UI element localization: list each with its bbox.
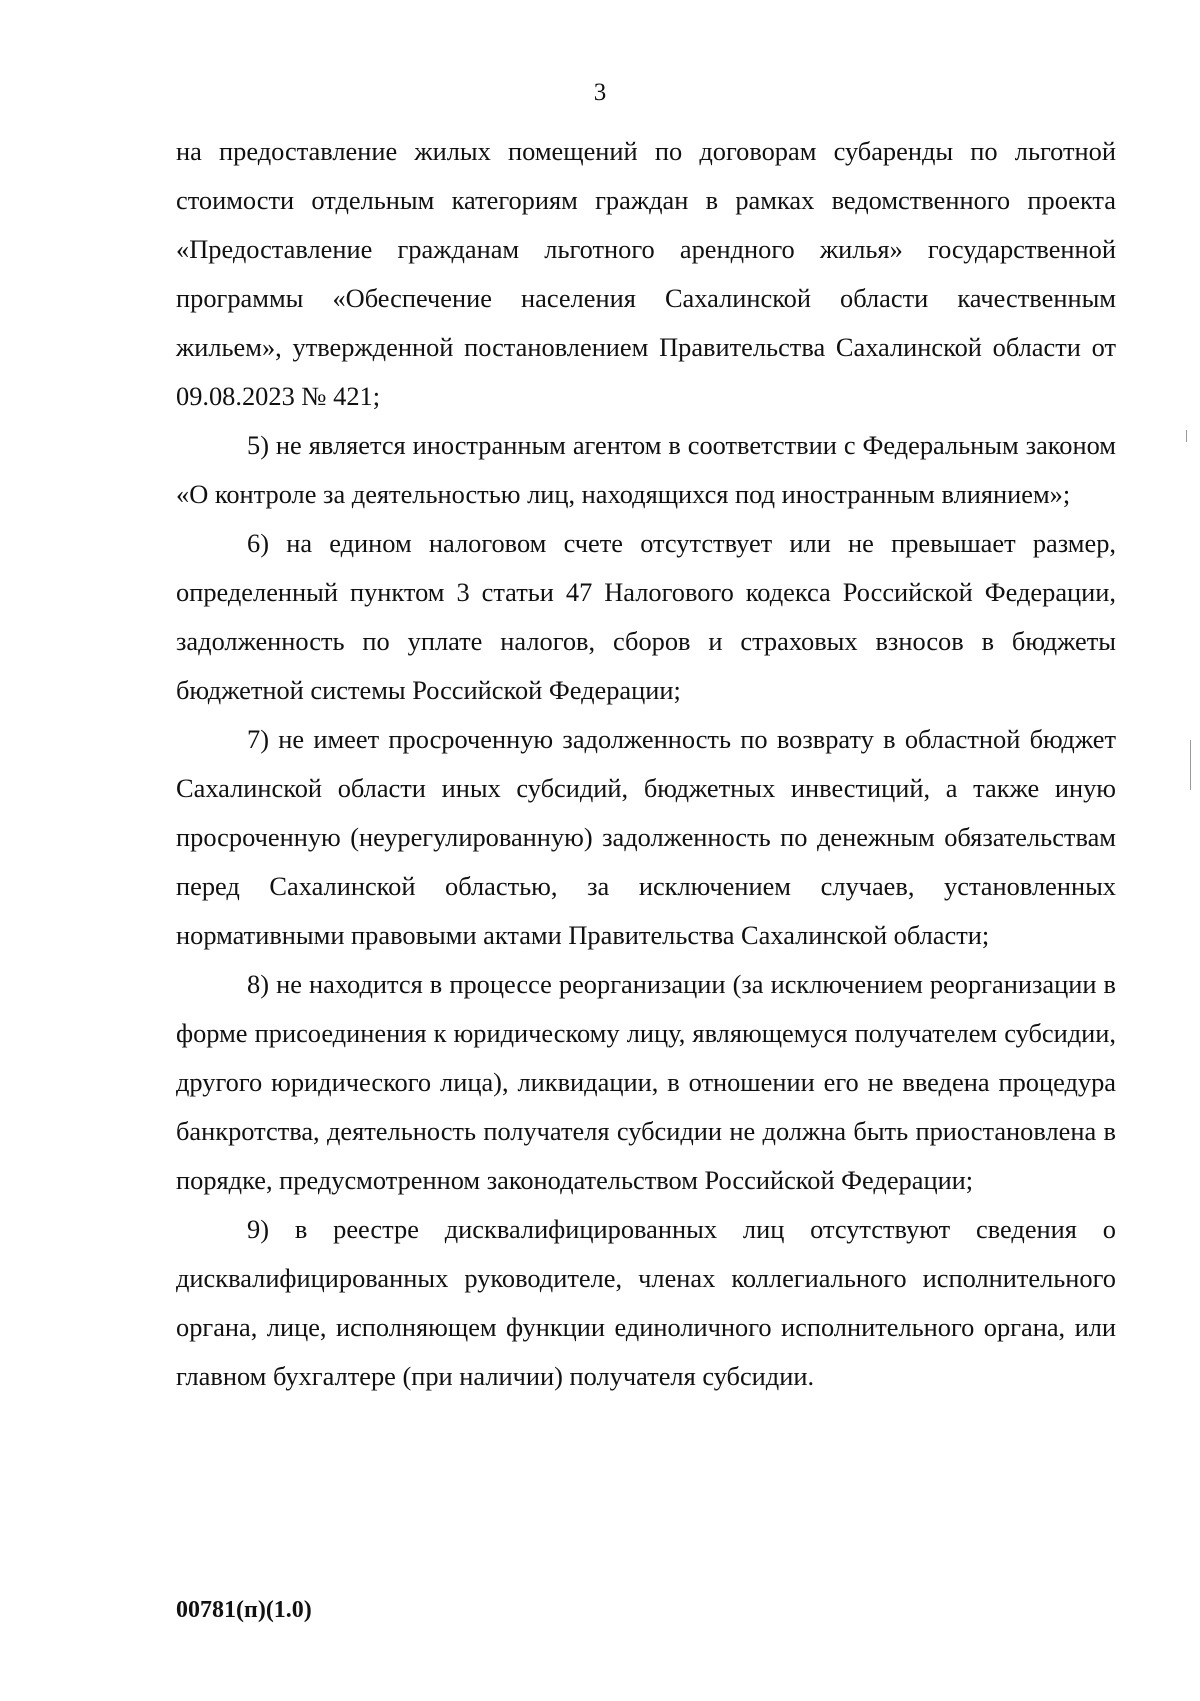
document-code: 00781(п)(1.0) bbox=[176, 1597, 312, 1623]
paragraph-item-8: 8) не находится в процессе реорганизации (за исключением реорганизации в форме присоединения к юридическому лицу, являющемуся получателем субсидии, другого юридического лица), ликвидации, в отношении его не введена процедура банкротства, деятельность получателя субсидии не должна быть приостановлена в порядке, предусмотренном законодательством Российской Федерации; bbox=[176, 969, 1116, 1195]
paragraph-item-6: 6) на едином налоговом счете отсутствует или не превышает размер, определенный пунктом 3 статьи 47 Налогового кодекса Российской Федерации, задолженность по уплате налогов, сборов и страховых взносов в бюджеты бюджетной системы Российской Федерации; bbox=[176, 528, 1116, 705]
paragraph-item-9: 9) в реестре дисквалифицированных лиц отсутствуют сведения о дисквалифицированных руководителе, членах коллегиального исполнительного органа, лице, исполняющем функции единоличного исполнительного органа, или главном бухгалтере (при наличии) получателя субсидии. bbox=[176, 1214, 1116, 1391]
scan-artifact bbox=[1190, 740, 1191, 790]
paragraph-item-7: 7) не имеет просроченную задолженность по возврату в областной бюджет Сахалинской области иных субсидий, бюджетных инвестиций, а также иную просроченную (неурегулированную) задолженность по денежным обязательствам перед Сахалинской областью, за исключением случаев, установленных нормативными правовыми актами Правительства Сахалинской области; bbox=[176, 724, 1116, 950]
document-body bbox=[176, 127, 1116, 1401]
scan-artifact bbox=[1186, 430, 1187, 442]
paragraph-continuation: на предоставление жилых помещений по договорам субаренды по льготной стоимости отдельным категориям граждан в рамках ведомственного проекта «Предоставление гражданам льготного арендного жилья» государственной программы «Обеспечение населения Сахалинской области качественным жильем», утвержденной постановлением Правительства Сахалинской области от 09.08.2023 № 421; bbox=[176, 136, 1116, 411]
page-number: 3 bbox=[593, 79, 607, 106]
paragraph-item-5: 5) не является иностранным агентом в соответствии с Федеральным законом «О контроле за деятельностью лиц, находящихся под иностранным влиянием»; bbox=[176, 430, 1116, 509]
